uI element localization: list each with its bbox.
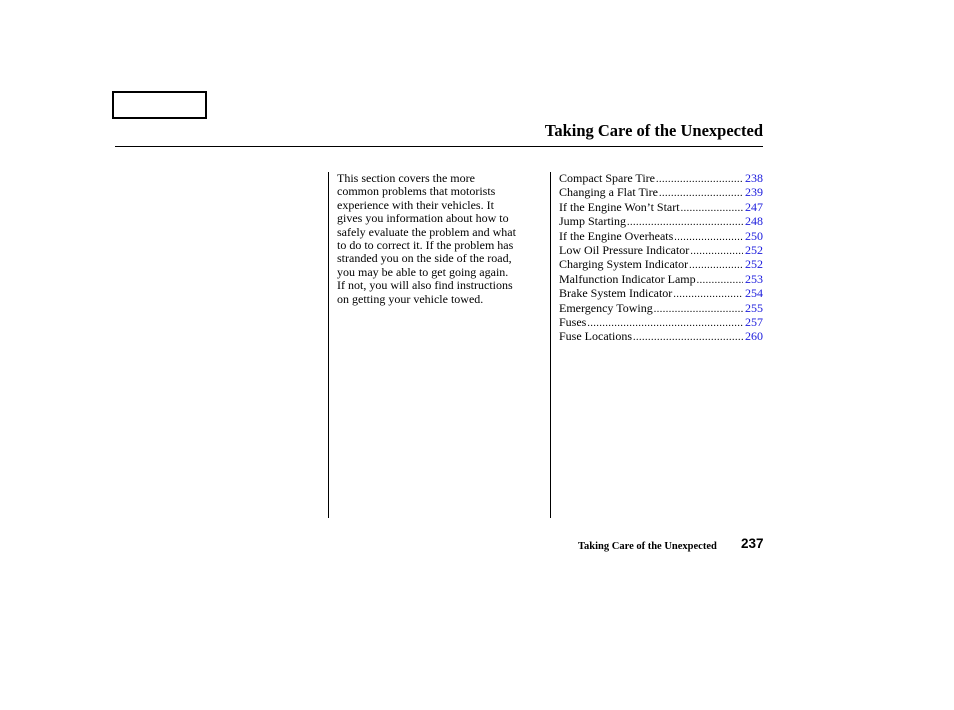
dot-leader <box>689 259 743 272</box>
footer-section-title: Taking Care of the Unexpected <box>578 541 717 552</box>
intro-line: gives you information about how to <box>337 211 509 226</box>
intro-line: experience with their vehicles. It <box>337 197 494 212</box>
toc-page-link[interactable]: 252 <box>745 243 763 258</box>
toc-page-link[interactable]: 260 <box>745 329 763 344</box>
toc-page-link[interactable]: 250 <box>745 228 763 243</box>
toc-entry-title: Charging System Indicator <box>559 257 689 272</box>
toc-page-link[interactable]: 248 <box>745 214 763 229</box>
toc-page-link[interactable]: 239 <box>745 185 763 200</box>
intro-line: you may be able to get going again. <box>337 264 509 279</box>
header-divider <box>115 146 763 147</box>
toc-entry-title: Changing a Flat Tire <box>559 185 659 200</box>
intro-line: to do to correct it. If the problem has <box>337 238 514 253</box>
toc-entry-title: Malfunction Indicator Lamp <box>559 271 696 286</box>
dot-leader <box>627 216 743 229</box>
toc-page-link[interactable]: 247 <box>745 199 763 214</box>
dot-leader <box>659 187 743 200</box>
toc-entry-title: Compact Spare Tire <box>559 171 655 185</box>
toc-page-link[interactable]: 254 <box>745 286 763 301</box>
page-title: Taking Care of the Unexpected <box>544 121 763 140</box>
intro-line: This section covers the more <box>337 171 475 185</box>
dot-leader <box>674 231 743 244</box>
toc-page-link[interactable]: 257 <box>745 315 763 330</box>
toc-page-link[interactable]: 252 <box>745 257 763 272</box>
toc-entry-brake-system-indicator[interactable] <box>559 287 763 301</box>
toc-entry-title: Jump Starting <box>559 214 627 229</box>
toc-entry-malfunction-indicator-lamp[interactable] <box>559 273 763 287</box>
page-number: 237 <box>741 536 764 551</box>
toc-entry-compact-spare-tire[interactable] <box>559 172 763 186</box>
dot-leader <box>656 173 743 186</box>
intro-paragraph <box>337 172 545 306</box>
intro-line: stranded you on the side of the road, <box>337 251 512 266</box>
toc-entry-title: Low Oil Pressure Indicator <box>559 243 690 258</box>
dot-leader <box>633 331 743 344</box>
toc-entry-engine-overheats[interactable] <box>559 230 763 244</box>
dot-leader <box>697 274 743 287</box>
toc-page-link[interactable]: 253 <box>745 271 763 286</box>
dot-leader <box>673 288 743 301</box>
dot-leader <box>654 303 743 316</box>
left-column-rule <box>328 172 329 518</box>
navigation-box[interactable] <box>112 91 207 119</box>
toc-entry-title: Emergency Towing <box>559 300 653 315</box>
right-column-rule <box>550 172 551 518</box>
intro-line: on getting your vehicle towed. <box>337 291 484 306</box>
toc-entry-engine-wont-start[interactable] <box>559 201 763 215</box>
table-of-contents <box>559 172 763 345</box>
intro-line: common problems that motorists <box>337 184 496 199</box>
dot-leader <box>681 202 743 215</box>
intro-line: safely evaluate the problem and what <box>337 224 516 239</box>
toc-entry-title: Fuses <box>559 315 587 330</box>
toc-entry-charging-system-indicator[interactable] <box>559 258 763 272</box>
toc-entry-title: Fuse Locations <box>559 329 632 344</box>
toc-entry-fuse-locations[interactable] <box>559 330 763 344</box>
intro-line: If not, you will also find instructions <box>337 278 513 293</box>
toc-entry-title: If the Engine Won’t Start <box>559 199 680 214</box>
toc-entry-low-oil-pressure-indicator[interactable] <box>559 244 763 258</box>
toc-entry-changing-a-flat-tire[interactable] <box>559 186 763 200</box>
toc-entry-title: If the Engine Overheats <box>559 228 674 243</box>
toc-entry-jump-starting[interactable] <box>559 215 763 229</box>
toc-entry-emergency-towing[interactable] <box>559 302 763 316</box>
toc-entry-title: Brake System Indicator <box>559 286 673 301</box>
toc-entry-fuses[interactable] <box>559 316 763 330</box>
toc-page-link[interactable]: 255 <box>745 300 763 315</box>
toc-page-link[interactable]: 238 <box>745 171 763 185</box>
dot-leader <box>690 245 743 258</box>
dot-leader <box>587 317 743 330</box>
